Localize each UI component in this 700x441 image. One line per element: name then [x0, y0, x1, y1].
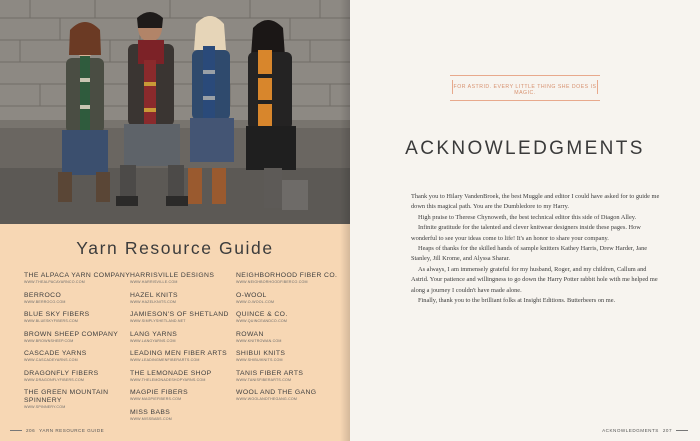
vendor-entry	[130, 311, 238, 331]
vendor-name: THE GREEN MOUNTAIN SPINNERY	[24, 389, 109, 404]
ack-paragraph: Thank you to Hilary VandenBroek, the best Muggle and editor I could have asked for to guide me down this magical path. You are the Dumbledore to my Harry.	[411, 193, 660, 211]
vendor-url: WWW.TANISFIBERARTS.COM	[236, 377, 292, 382]
vendor-entry	[236, 370, 344, 390]
vendor-url: WWW.BLUESKYFIBERS.COM	[24, 319, 79, 323]
vendor-entry	[236, 292, 344, 312]
vendor-name: HAZEL KNITS	[130, 291, 178, 299]
vendor-url: WWW.CASCADEYARNS.COM	[24, 358, 78, 362]
vendor-entry	[24, 292, 132, 312]
vendor-entry	[24, 350, 132, 370]
vendor-name: BROWN SHEEP COMPANY	[24, 330, 119, 338]
vendor-name: MAGPIE FIBERS	[130, 389, 189, 396]
group-photo	[0, 0, 350, 224]
vendor-entry	[130, 350, 238, 370]
vendor-url: WWW.KNITROWAN.COM	[236, 338, 282, 343]
vendor-url: WWW.LEADINGMENFIBERARTS.COM	[130, 358, 200, 362]
vendor-entry	[130, 292, 238, 312]
vendor-name: DRAGONFLY FIBERS	[24, 369, 99, 377]
vendor-url: WWW.HAZELKNITS.COM	[130, 299, 177, 304]
vendor-url: WWW.SHIBUIKNITS.COM	[236, 358, 283, 362]
vendor-column-1	[24, 272, 132, 419]
dedication-frame	[450, 75, 600, 101]
vendor-url: WWW.BROWNSHEEP.COM	[24, 338, 74, 343]
vendor-entry	[236, 311, 344, 331]
vendor-name: LANG YARNS	[130, 330, 178, 338]
vendor-name: NEIGHBORHOOD FIBER CO.	[236, 272, 338, 279]
vendor-entry	[130, 409, 238, 429]
acknowledgments-body	[411, 192, 663, 306]
left-page-footer	[10, 428, 104, 433]
vendor-name: TANIS FIBER ARTS	[236, 369, 304, 377]
vendor-entry	[24, 370, 132, 390]
ack-paragraph: Finally, thank you to the brilliant folks at Insight Editions. Butterbeers on me.	[418, 297, 616, 305]
vendor-name: THE ALPACA YARN COMPANY	[24, 272, 131, 279]
vendor-url: WWW.NEIGHBORHOODFIBERCO.COM	[236, 280, 308, 284]
vendor-url: WWW.WOOLANDTHEGANG.COM	[236, 397, 298, 401]
vendor-entry	[130, 389, 238, 409]
ack-paragraph: As always, I am immensely grateful for my husband, Roger, and my children, Callum and Astrid. Your patience and willingness to go down the Harry Potter rabbit hole with me helped me along a journey I couldn't have made alone.	[411, 265, 658, 294]
vendor-name: SHIBUI KNITS	[236, 350, 286, 357]
vendor-url: WWW.LANGYARNS.COM	[130, 338, 176, 343]
vendor-entry	[236, 389, 344, 409]
ack-paragraph: High praise to Therese Chynoweth, the best technical editor this side of Diagon Alley.	[418, 213, 637, 221]
left-page-number: 206	[26, 428, 36, 433]
vendor-name: QUINCE & CO.	[236, 311, 288, 318]
vendor-url: WWW.SIMPLYSHETLAND.NET	[130, 319, 186, 323]
ack-paragraph: Heaps of thanks for the skilled hands of sample knitters Kathey Harris, Drew Harder, Jane Stanley, Jill Krome, and Alyssa Sharar.	[411, 245, 648, 263]
vendor-name: HARRISVILLE DESIGNS	[130, 272, 215, 279]
vendor-url: WWW.THELEMONADESHOPYARNS.COM	[130, 377, 206, 382]
vendor-entry	[24, 389, 132, 419]
acknowledgments-title: ACKNOWLEDGMENTS	[405, 138, 645, 159]
vendor-entry	[130, 370, 238, 390]
vendor-column-2	[130, 272, 238, 428]
ack-paragraph: Infinite gratitude for the talented and clever knitwear designers inside these pages. How wonderful to see your ideas come to life! It's an honor to share your company.	[411, 224, 641, 242]
footer-rule	[10, 430, 22, 431]
vendor-column-3	[236, 272, 344, 409]
vendor-entry	[24, 311, 132, 331]
vendor-name: LEADING MEN FIBER ARTS	[130, 350, 228, 357]
vendor-url: WWW.BERROCO.COM	[24, 299, 66, 304]
vendor-url: WWW.MAGPIEFIBERS.COM	[130, 397, 182, 401]
vendor-name: ROWAN	[236, 330, 264, 338]
vendor-url: WWW.HARRISVILLE.COM	[130, 280, 178, 284]
vendor-entry	[24, 272, 132, 292]
vendor-url: WWW.O-WOOL.COM	[236, 299, 275, 304]
vendor-name: BLUE SKY FIBERS	[24, 311, 90, 318]
vendor-entry	[24, 331, 132, 351]
vendor-url: WWW.THEALPACAYARNCO.COM	[24, 280, 85, 284]
vendor-name: CASCADE YARNS	[24, 350, 87, 357]
vendor-entry	[130, 331, 238, 351]
vendor-name: WOOL AND THE GANG	[236, 389, 317, 396]
right-page	[350, 0, 700, 441]
vendor-entry	[236, 331, 344, 351]
right-page-footer	[602, 428, 688, 433]
vendor-url: WWW.SPINNERY.COM	[24, 405, 66, 409]
vendor-url: WWW.QUINCEANDCO.COM	[236, 319, 288, 323]
yarn-guide-title: Yarn Resource Guide	[76, 238, 274, 258]
right-running-head: ACKNOWLEDGMENTS	[602, 428, 659, 433]
vendor-name: MISS BABS	[130, 408, 171, 416]
left-running-head: YARN RESOURCE GUIDE	[39, 428, 105, 433]
right-page-number: 207	[662, 428, 672, 433]
vendor-name: O-WOOL	[236, 291, 267, 299]
dedication-text: FOR ASTRID. EVERY LITTLE THING SHE DOES IS MAGIC.	[453, 84, 597, 96]
vendor-url: WWW.DRAGONFLYFIBERS.COM	[24, 377, 85, 382]
vendor-name: JAMIESON'S OF SHETLAND	[130, 311, 229, 318]
vendor-entry	[130, 272, 238, 292]
vendor-url: WWW.MISSBABS.COM	[130, 416, 172, 421]
footer-rule	[676, 430, 688, 431]
vendor-entry	[236, 272, 344, 292]
vendor-entry	[236, 350, 344, 370]
vendor-name: BERROCO	[24, 291, 62, 299]
vendor-name: THE LEMONADE SHOP	[130, 369, 212, 377]
